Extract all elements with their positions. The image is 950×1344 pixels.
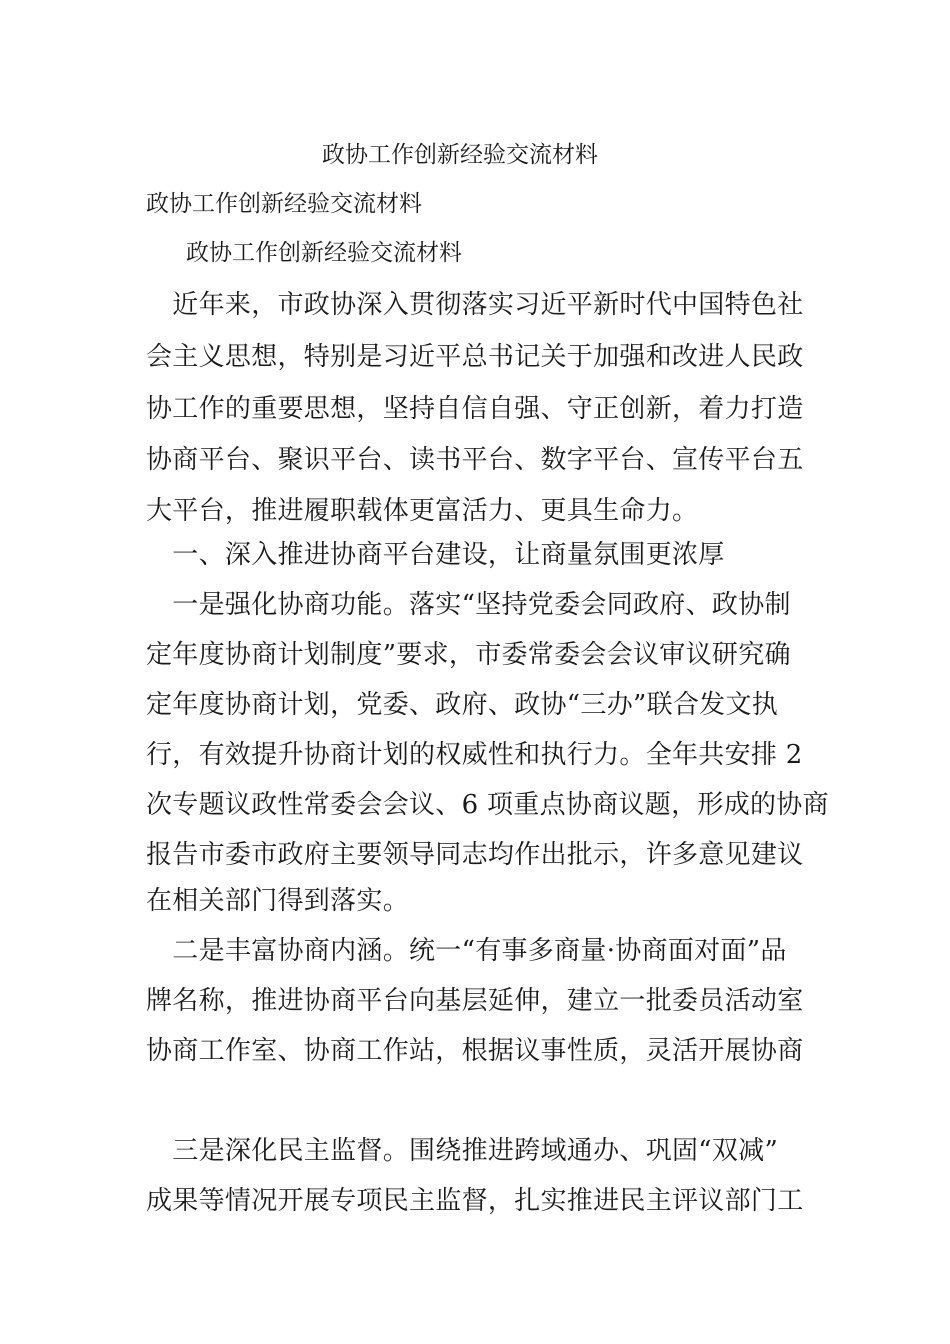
body-line: 行，有效提升协商计划的权威性和执行力。全年共安排 2 xyxy=(146,740,803,770)
body-line: 在相关部门得到落实。 xyxy=(146,886,410,916)
body-line: 次专题议政性常委会会议、6 项重点协商议题，形成的协商 xyxy=(146,790,829,820)
document-title: 政协工作创新经验交流材料 xyxy=(322,142,598,168)
section-heading: 一、深入推进协商平台建设，让商量氛围更浓厚 xyxy=(146,540,725,570)
body-line: 一是强化协商功能。落实“坚持党委会同政府、政协制 xyxy=(146,590,791,620)
document-subtitle: 政协工作创新经验交流材料 xyxy=(146,191,422,217)
body-line: 定年度协商计划制度”要求，市委常委会会议审议研究确 xyxy=(146,640,791,670)
body-line: 协商平台、聚识平台、读书平台、数字平台、宣传平台五 xyxy=(146,445,804,475)
body-line: 会主义思想，特别是习近平总书记关于加强和改进人民政 xyxy=(146,342,804,372)
body-line: 近年来，市政协深入贯彻落实习近平新时代中国特色社 xyxy=(146,290,804,320)
body-line: 牌名称，推进协商平台向基层延伸，建立一批委员活动室 xyxy=(146,986,804,1016)
body-line: 协商工作室、协商工作站，根据议事性质，灵活开展协商 xyxy=(146,1036,804,1066)
body-line: 三是深化民主监督。围绕推进跨域通办、巩固“双减” xyxy=(146,1136,779,1166)
body-line: 二是丰富协商内涵。统一“有事多商量·协商面对面”品 xyxy=(146,936,787,966)
document-subtitle-indented: 政协工作创新经验交流材料 xyxy=(186,240,462,266)
body-line: 协工作的重要思想，坚持自信自强、守正创新，着力打造 xyxy=(146,394,804,424)
body-line: 定年度协商计划，党委、政府、政协“三办”联合发文执 xyxy=(146,690,779,720)
body-line: 报告市委市政府主要领导同志均作出批示，许多意见建议 xyxy=(146,840,804,870)
body-line: 大平台，推进履职载体更富活力、更具生命力。 xyxy=(146,496,699,526)
body-line: 成果等情况开展专项民主监督，扎实推进民主评议部门工 xyxy=(146,1186,804,1216)
